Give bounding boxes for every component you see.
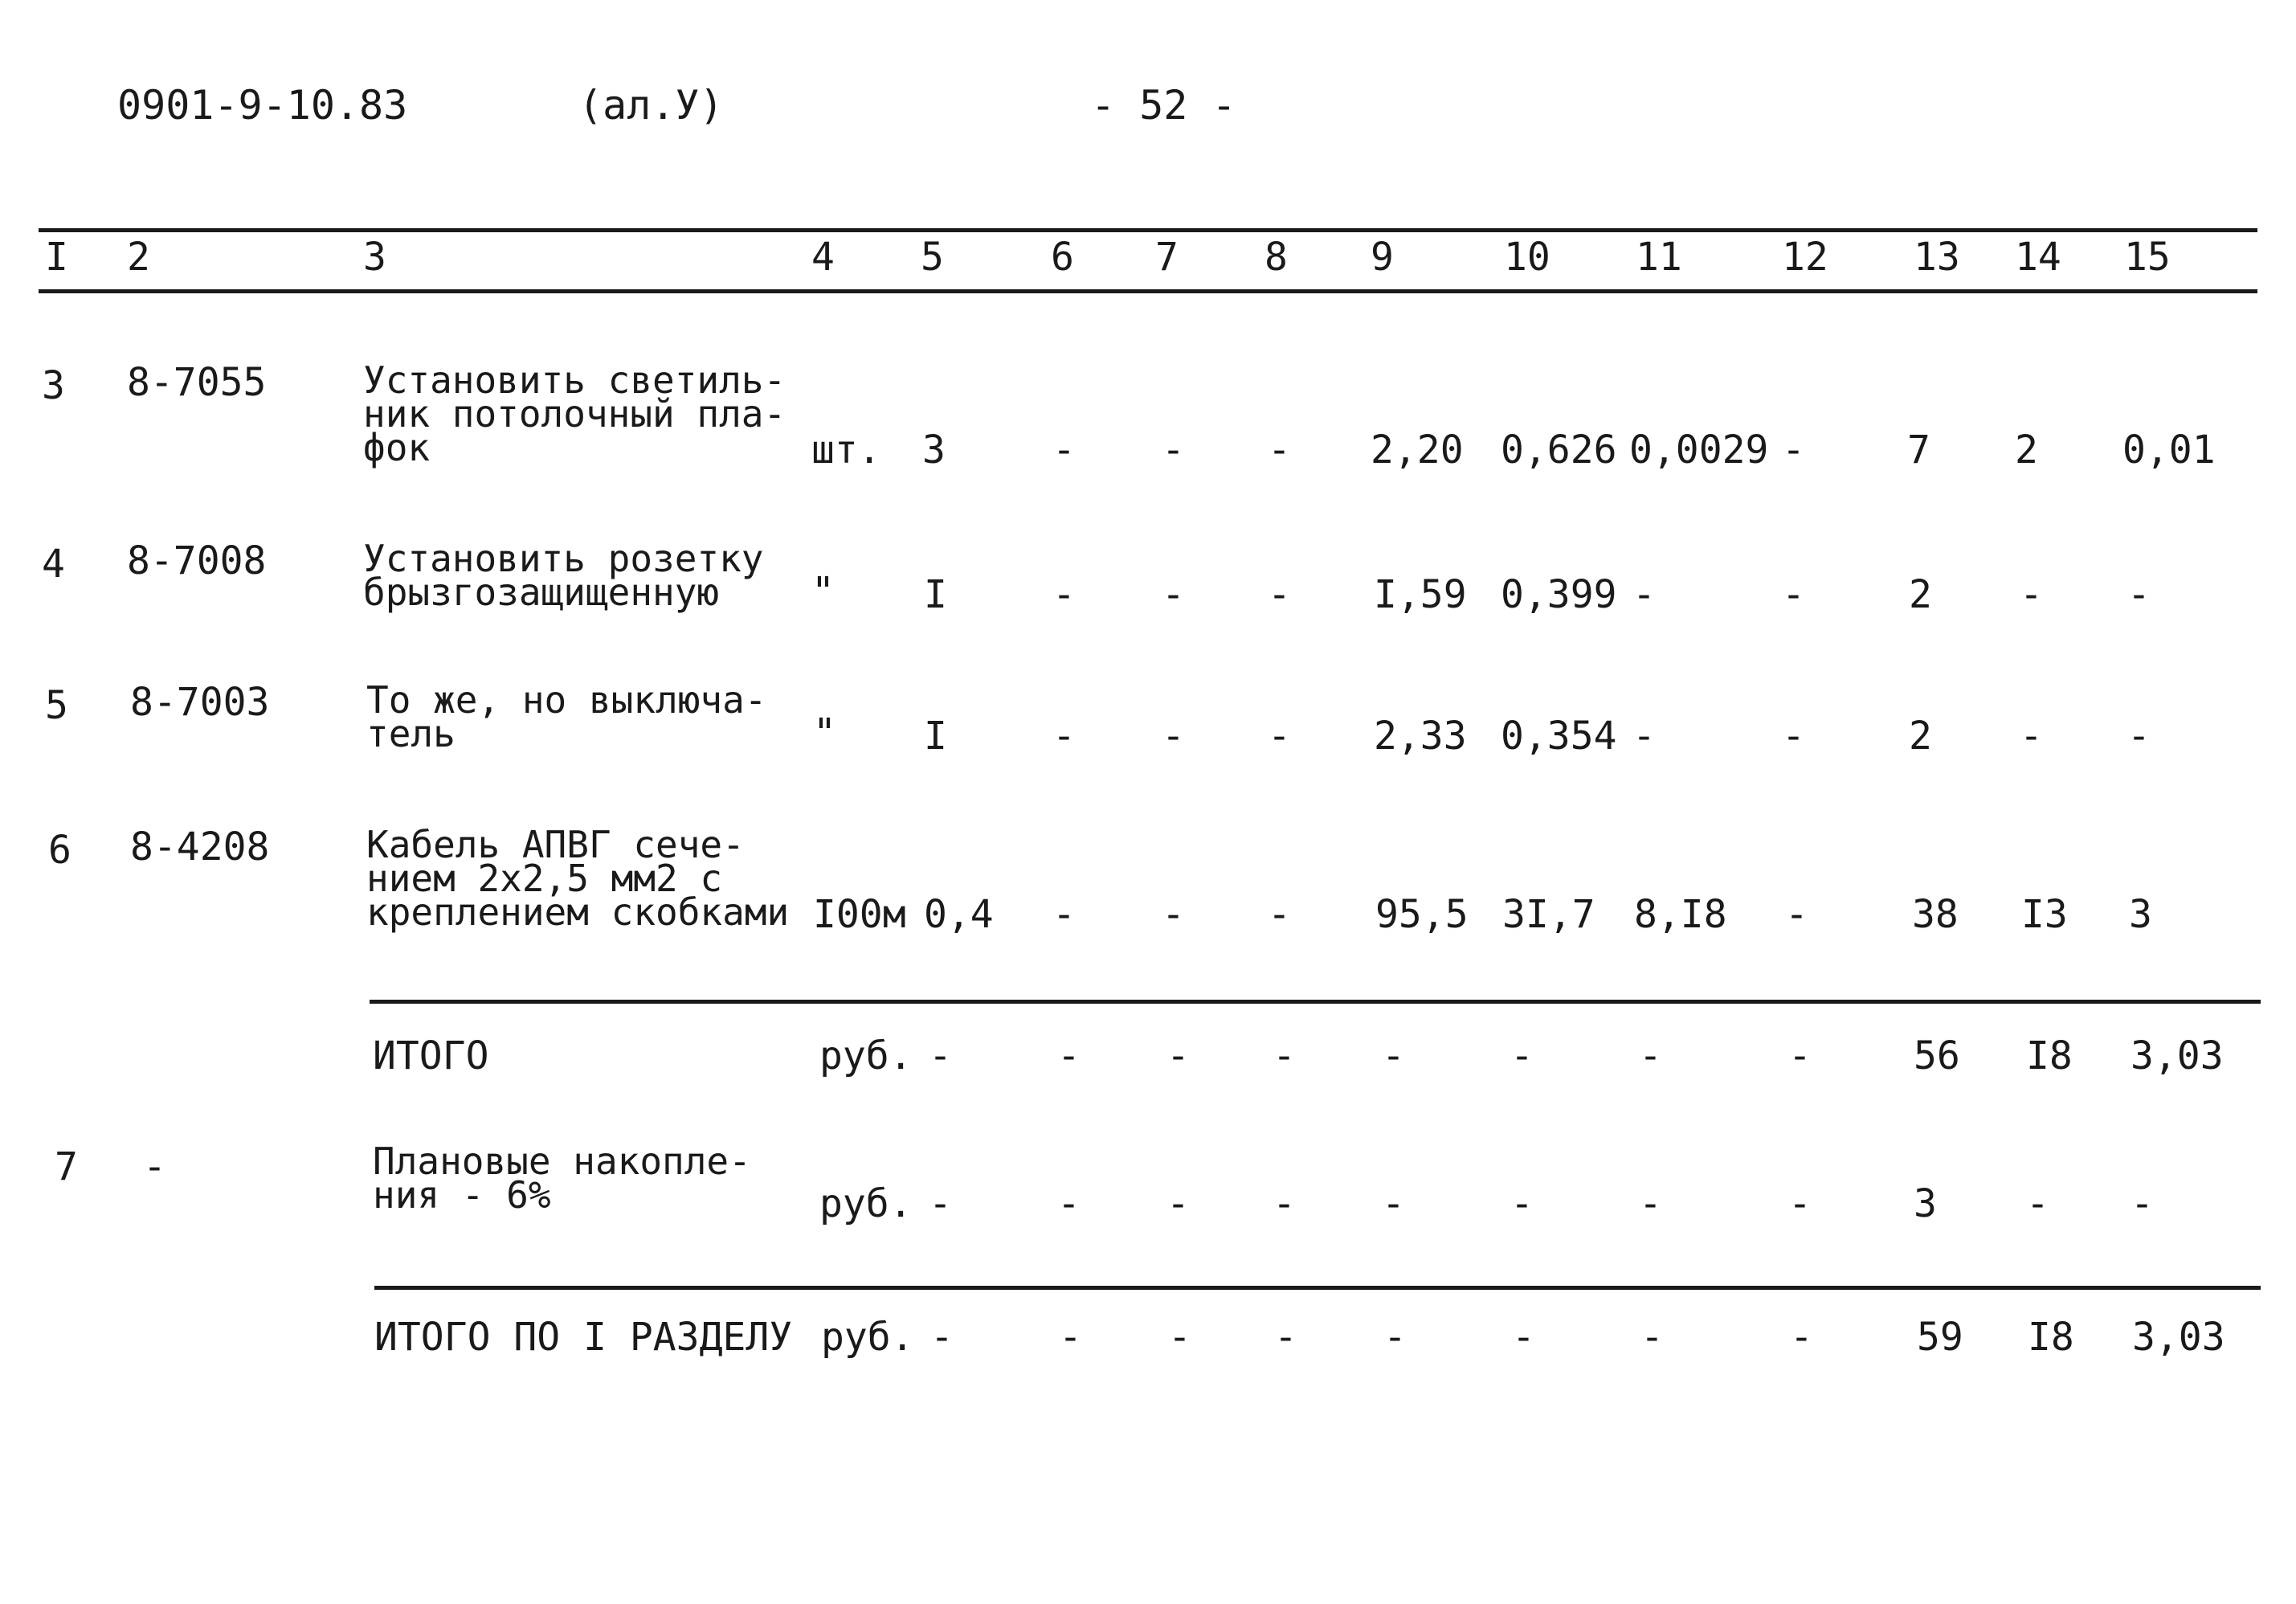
- norm-code: -: [143, 1144, 166, 1189]
- column-number: 8: [1264, 235, 1288, 280]
- cell: -: [1639, 1033, 1662, 1078]
- cell: -: [1632, 572, 1656, 617]
- cell: -: [1168, 1315, 1191, 1360]
- cell: 3: [2129, 892, 2152, 937]
- cell: I,59: [1374, 572, 1467, 617]
- cell: -: [1166, 1033, 1190, 1078]
- cell: -: [1782, 714, 1805, 759]
- cell: -: [1782, 572, 1805, 617]
- cell: 95,5: [1375, 892, 1469, 937]
- column-number: 4: [811, 235, 835, 280]
- cell: -: [1639, 1181, 1662, 1226]
- cell: I8: [2026, 1033, 2073, 1078]
- work-description: Установить розетку брызгозащищенную: [363, 537, 764, 614]
- unit: руб.: [819, 1033, 913, 1078]
- column-number: 11: [1636, 235, 1682, 280]
- cell: -: [1510, 1181, 1534, 1226]
- cell: -: [1052, 714, 1076, 759]
- cell: 56: [1914, 1033, 1960, 1078]
- cell: I8: [2028, 1315, 2074, 1360]
- cell: -: [1268, 892, 1291, 937]
- section-total-label: ИТОГО ПО I РАЗДЕЛУ: [374, 1315, 793, 1360]
- cell: -: [930, 1315, 954, 1360]
- cell: 38: [1912, 892, 1959, 937]
- cell: -: [1274, 1315, 1297, 1360]
- cell: 0,01: [2122, 428, 2216, 473]
- work-description: То же, но выключа- тель: [366, 678, 767, 755]
- column-number: 9: [1371, 235, 1394, 280]
- cell: -: [1162, 572, 1185, 617]
- column-number: 3: [363, 235, 386, 280]
- cell: 3,03: [2131, 1033, 2224, 1078]
- quantity: 3: [922, 428, 946, 473]
- cell: 3: [1914, 1181, 1937, 1226]
- cell: -: [1782, 428, 1805, 473]
- cell: -: [1059, 1315, 1082, 1360]
- cell: -: [1512, 1315, 1535, 1360]
- table-top-rule: [39, 228, 2257, 232]
- column-number: 15: [2124, 235, 2171, 280]
- page-number: - 52 -: [1091, 82, 1236, 129]
- cell: -: [1788, 1033, 1812, 1078]
- cell: -: [1273, 1181, 1296, 1226]
- subtotal-label: ИТОГО: [373, 1033, 489, 1078]
- cell: 59: [1917, 1315, 1963, 1360]
- cell: -: [1057, 1033, 1081, 1078]
- norm-code: 8-7008: [127, 538, 267, 583]
- cell: -: [1788, 1181, 1812, 1226]
- cell: -: [1632, 714, 1656, 759]
- cell: -: [1268, 428, 1291, 473]
- quantity: I: [924, 714, 947, 759]
- row-number: 6: [48, 828, 71, 873]
- work-description: Установить светиль- ник потолочный пла- фок: [363, 358, 786, 469]
- cell: 2,33: [1374, 714, 1467, 759]
- cell: -: [2026, 1181, 2049, 1226]
- cell: 2: [2015, 428, 2038, 473]
- unit: ": [811, 569, 835, 614]
- album-label: (ал.У): [578, 82, 724, 129]
- unit: I00м: [813, 892, 906, 937]
- cell: -: [1382, 1033, 1405, 1078]
- cell: -: [929, 1033, 952, 1078]
- column-number: 2: [127, 235, 150, 280]
- unit: ": [813, 710, 836, 755]
- norm-code: 8-7055: [127, 360, 267, 405]
- cell: -: [2127, 714, 2151, 759]
- column-number: 12: [1782, 235, 1828, 280]
- cell: -: [1383, 1315, 1407, 1360]
- cell: -: [1268, 714, 1291, 759]
- unit: руб.: [821, 1315, 914, 1360]
- section-total-rule: [374, 1286, 2261, 1290]
- cell: 2,20: [1371, 428, 1464, 473]
- cell: -: [2131, 1181, 2154, 1226]
- cell: -: [1057, 1181, 1081, 1226]
- cell: -: [2127, 572, 2151, 617]
- cell: 3,03: [2132, 1315, 2225, 1360]
- cell: -: [1785, 892, 1808, 937]
- work-description: Кабель АПВГ сече- нием 2х2,5 мм2 с креплением скобками: [366, 823, 790, 934]
- column-number: 6: [1051, 235, 1074, 280]
- cell: -: [1790, 1315, 1813, 1360]
- cell: -: [1640, 1315, 1664, 1360]
- quantity: I: [924, 572, 947, 617]
- column-number: 13: [1914, 235, 1960, 280]
- cell: 0,0029: [1629, 428, 1769, 473]
- cell: -: [1268, 572, 1291, 617]
- cell: -: [1510, 1033, 1534, 1078]
- cell: -: [1273, 1033, 1296, 1078]
- cell: 7: [1907, 428, 1930, 473]
- subtotal-rule: [370, 1000, 2261, 1004]
- cell: 3I,7: [1502, 892, 1595, 937]
- cell: 0,626: [1501, 428, 1617, 473]
- cell: 2: [1909, 714, 1932, 759]
- column-number: 14: [2015, 235, 2061, 280]
- cell: -: [1052, 892, 1076, 937]
- header-bottom-rule: [39, 289, 2257, 293]
- cell: 0,354: [1501, 714, 1617, 759]
- cell: -: [1052, 428, 1076, 473]
- cell: -: [1162, 892, 1185, 937]
- unit: руб.: [819, 1181, 913, 1226]
- cell: -: [929, 1181, 952, 1226]
- row-number: 4: [42, 542, 65, 587]
- cell: -: [1166, 1181, 1190, 1226]
- column-number: I: [45, 235, 68, 280]
- cell: -: [1162, 428, 1185, 473]
- cell: -: [1382, 1181, 1405, 1226]
- document-code: 0901-9-10.83: [117, 82, 408, 129]
- cell: -: [2020, 714, 2043, 759]
- column-number: 7: [1155, 235, 1179, 280]
- cell: -: [2020, 572, 2043, 617]
- row-number: 3: [42, 363, 65, 408]
- column-number: 10: [1504, 235, 1550, 280]
- quantity: 0,4: [924, 892, 994, 937]
- work-description: Плановые накопле- ния - 6%: [373, 1140, 751, 1217]
- cell: 2: [1909, 572, 1932, 617]
- unit: шт.: [811, 428, 881, 473]
- norm-code: 8-4208: [130, 825, 270, 870]
- cell: -: [1052, 572, 1076, 617]
- row-number: 7: [55, 1144, 78, 1189]
- norm-code: 8-7003: [130, 680, 270, 725]
- cell: -: [1162, 714, 1185, 759]
- row-number: 5: [45, 683, 68, 728]
- cell: 0,399: [1501, 572, 1617, 617]
- column-number: 5: [921, 235, 944, 280]
- cell: I3: [2021, 892, 2068, 937]
- cell: 8,I8: [1634, 892, 1727, 937]
